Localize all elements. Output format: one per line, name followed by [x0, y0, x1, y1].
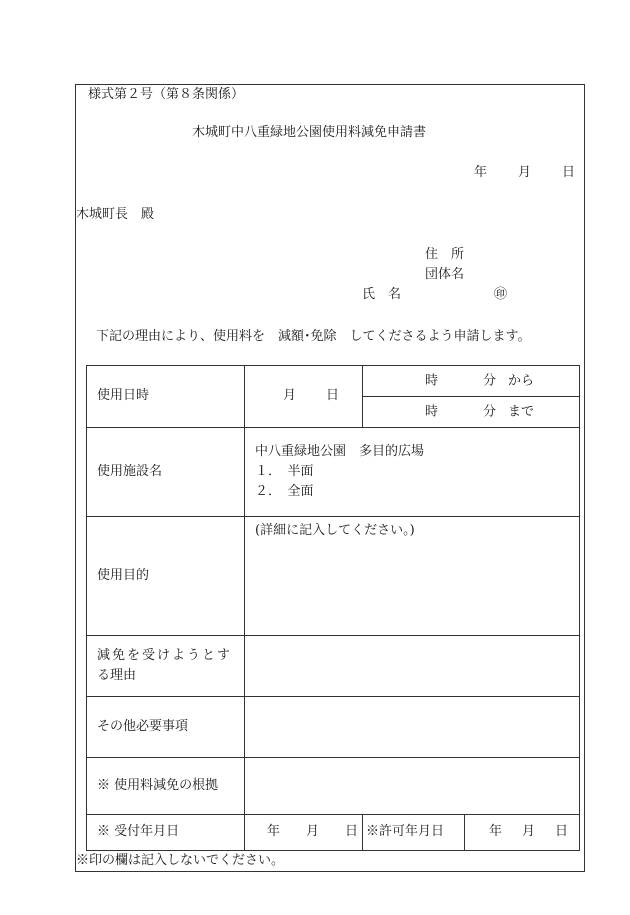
other-cell[interactable] — [245, 697, 580, 758]
basis-row — [87, 758, 580, 815]
receipt-date-cell[interactable] — [245, 815, 363, 851]
purpose-label: 使用目的 — [87, 517, 245, 636]
facility-label: 使用施設名 — [87, 428, 245, 517]
form-title: 木城町中八重緑地公園使用料減免申請書 — [192, 125, 427, 140]
addressee: 木城町長 殿 — [76, 207, 155, 222]
basis-cell[interactable] — [245, 758, 580, 815]
receipt-day-label: 日 — [345, 824, 359, 840]
receipt-row — [87, 815, 580, 851]
applicant-name-label: 氏 名 — [362, 287, 402, 302]
application-table — [86, 365, 580, 851]
reason-cell[interactable] — [245, 636, 580, 697]
applicant-address-label: 住 所 — [425, 247, 465, 262]
reason-label-line2: る理由 — [97, 668, 137, 683]
basis-label: ※ 使用料減免の根拠 — [87, 758, 245, 815]
other-row — [87, 697, 580, 758]
reason-label-line1: 減免を受けようとす — [97, 647, 233, 663]
reason-label — [87, 636, 245, 697]
use-time-from-cell[interactable] — [363, 366, 580, 397]
date-year-label: 年 — [474, 165, 488, 180]
applicant-group-label: 団体名 — [425, 267, 465, 282]
permit-day-label: 日 — [555, 824, 569, 840]
permit-date-cell[interactable] — [465, 815, 580, 851]
use-month-label: 月 — [283, 388, 297, 404]
facility-option-full[interactable]: ２． 全面 — [255, 484, 314, 500]
facility-option-half[interactable]: １． 半面 — [255, 463, 314, 479]
permit-month-label: 月 — [522, 824, 536, 840]
purpose-cell[interactable] — [245, 517, 580, 636]
receipt-label: ※ 受付年月日 — [87, 815, 245, 851]
permit-label: ※許可年月日 — [363, 815, 465, 851]
use-date-cell[interactable] — [245, 366, 363, 428]
permit-year-label: 年 — [489, 824, 503, 840]
from-minute-label: 分 — [483, 373, 497, 389]
facility-name: 中八重緑地公園 多目的広場 — [255, 443, 425, 459]
from-hour-label: 時 — [425, 373, 439, 389]
footnote: ※印の欄は記入しないでください。 — [76, 853, 285, 868]
date-day-label: 日 — [562, 165, 576, 180]
to-minute-label: 分 — [483, 404, 497, 420]
from-suffix: から — [508, 373, 535, 389]
request-text: 下記の理由により、使用料を 減額･免除 してくださるよう申請します。 — [96, 329, 531, 344]
receipt-year-label: 年 — [267, 824, 281, 840]
other-label: その他必要事項 — [87, 697, 245, 758]
reason-row — [87, 636, 580, 697]
to-hour-label: 時 — [425, 404, 439, 420]
date-month-label: 月 — [518, 165, 532, 180]
receipt-month-label: 月 — [306, 824, 320, 840]
seal-mark: ㊞ — [494, 287, 508, 302]
use-datetime-row — [87, 366, 580, 397]
to-suffix: まで — [508, 404, 535, 420]
purpose-note: (詳細に記入してください。) — [255, 523, 415, 538]
use-datetime-label: 使用日時 — [87, 366, 245, 428]
form-number: 様式第２号（第８条関係） — [88, 87, 245, 102]
use-day-label: 日 — [326, 388, 340, 404]
facility-cell[interactable] — [245, 428, 580, 517]
facility-row — [87, 428, 580, 517]
purpose-row — [87, 517, 580, 636]
use-time-to-cell[interactable] — [363, 397, 580, 428]
